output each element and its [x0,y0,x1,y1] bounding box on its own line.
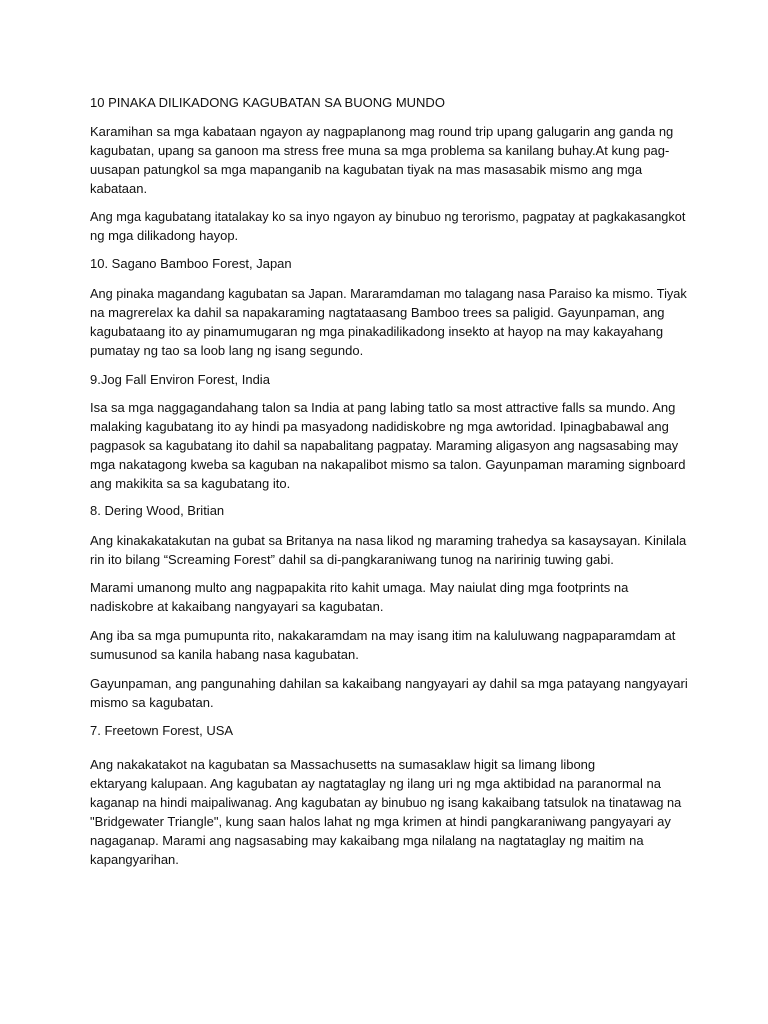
text-line: rin ito bilang “Screaming Forest” dahil sa di-pangkaraniwang tunog na naririnig tuwing gabi. [90,552,614,567]
text-line: nagaganap. Marami ang nagsasabing may kakaibang mga nilalang na nagtataglay ng maitim na [90,833,644,848]
text-line: Gayunpaman, ang pangunahing dahilan sa kakaibang nangyayari ay dahil sa mga patayang nangyayari [90,676,688,691]
text-line: mga nakatagong kweba sa kaguban na nakapalibot mismo sa talon. Gayunpaman maraming signboard [90,457,686,472]
section-heading-9 [90,370,680,389]
text-line: Marami umanong multo ang nagpapakita rito kahit umaga. May naiulat ding mga footprints na [90,580,629,595]
document-title [90,93,680,112]
text-line: Ang nakakatakot na kagubatan sa Massachusetts na sumasaklaw higit sa limang libong [90,757,596,772]
text-line: na magrerelax ka dahil sa napakaraming nagtataasang Bamboo trees sa paligid. Gayunpaman, ang [90,305,665,320]
text-line: kabataan. [90,181,148,196]
text-line: ang makikita sa sa kagubatang ito. [90,476,291,491]
text-line: 9.Jog Fall Environ Forest, India [90,372,270,387]
text-line: 7. Freetown Forest, USA [90,723,234,738]
text-line: malaking kagubatang ito ay hindi pa masyadong nadidiskobre ng mga awtoridad. Ipinagbabawal ang [90,419,669,434]
text-line: 8. Dering Wood, Britian [90,503,225,518]
text-line: kagubatan, upang sa ganoon ma stress free muna sa mga problema sa kanilang buhay.At kung pag- [90,143,670,158]
section-9-paragraph-1 [90,398,686,493]
intro-paragraph-2 [90,207,686,245]
section-heading-10 [90,254,680,273]
text-line: Ang kinakakatakutan na gubat sa Britanya na nasa likod ng maraming trahedya sa kasaysayan. Kinilala [90,533,687,548]
text-line: "Bridgewater Triangle", kung saan halos lahat ng mga krimen at hindi pangkaraniwang pangyayari ay [90,814,671,829]
text-line: pumatay ng tao sa loob lang ng isang segundo. [90,343,364,358]
section-8-paragraph-1 [90,531,687,569]
text-line: kaganap na hindi maipaliwanag. Ang kagubatan ay binubuo ng isang kakaibang tatsulok na tinatawag na [90,795,682,810]
text-line: kapangyarihan. [90,852,179,867]
text-line: Karamihan sa mga kabataan ngayon ay nagpaplanong mag round trip upang galugarin ang ganda ng [90,124,674,139]
text-line: pagpasok sa kagubatang ito dahil sa napabalitang pagpatay. Maraming aligasyon ang nagsasabing may [90,438,679,453]
text-line: nadiskobre at kakaibang nangyayari sa kagubatan. [90,599,384,614]
text-line: ng mga dilikadong hayop. [90,228,239,243]
text-line: Isa sa mga naggagandahang talon sa India at pang labing tatlo sa most attractive falls sa mundo. Ang [90,400,676,415]
section-10-paragraph-1 [90,284,687,360]
section-8-paragraph-3 [90,626,680,664]
text-line: Ang mga kagubatang itatalakay ko sa inyo ngayon ay binubuo ng terorismo, pagpatay at pagkakasangkot [90,209,686,224]
text-line: Ang pinaka magandang kagubatan sa Japan. Mararamdaman mo talagang nasa Paraiso ka mismo. Tiyak [90,286,687,301]
intro-paragraph-1 [90,122,680,198]
text-line: 10. Sagano Bamboo Forest, Japan [90,256,292,271]
section-8-paragraph-2 [90,578,680,616]
section-7-paragraph-1 [90,755,680,869]
section-8-paragraph-4 [90,674,688,712]
text-line: uusapan patungkol sa mga mapanganib na kagubatan tiyak na mas masasabik mismo ang mga [90,162,643,177]
text-line: ektaryang kalupaan. Ang kagubatan ay nagtataglay ng ilang uri ng mga aktibidad na paranormal na [90,776,661,791]
section-heading-7 [90,721,680,740]
section-heading-8 [90,501,680,520]
text-line: kagubataang ito ay pinamumugaran ng mga pinakadilikadong insekto at hayop na may kakayahang [90,324,664,339]
text-line: sumusunod sa kanila habang nasa kagubatan. [90,647,359,662]
text-line: Ang iba sa mga pumupunta rito, nakakaramdam na may isang itim na kaluluwang nagpaparamdam at [90,628,676,643]
text-line: 10 PINAKA DILIKADONG KAGUBATAN SA BUONG MUNDO [90,95,445,110]
text-line: mismo sa kagubatan. [90,695,214,710]
